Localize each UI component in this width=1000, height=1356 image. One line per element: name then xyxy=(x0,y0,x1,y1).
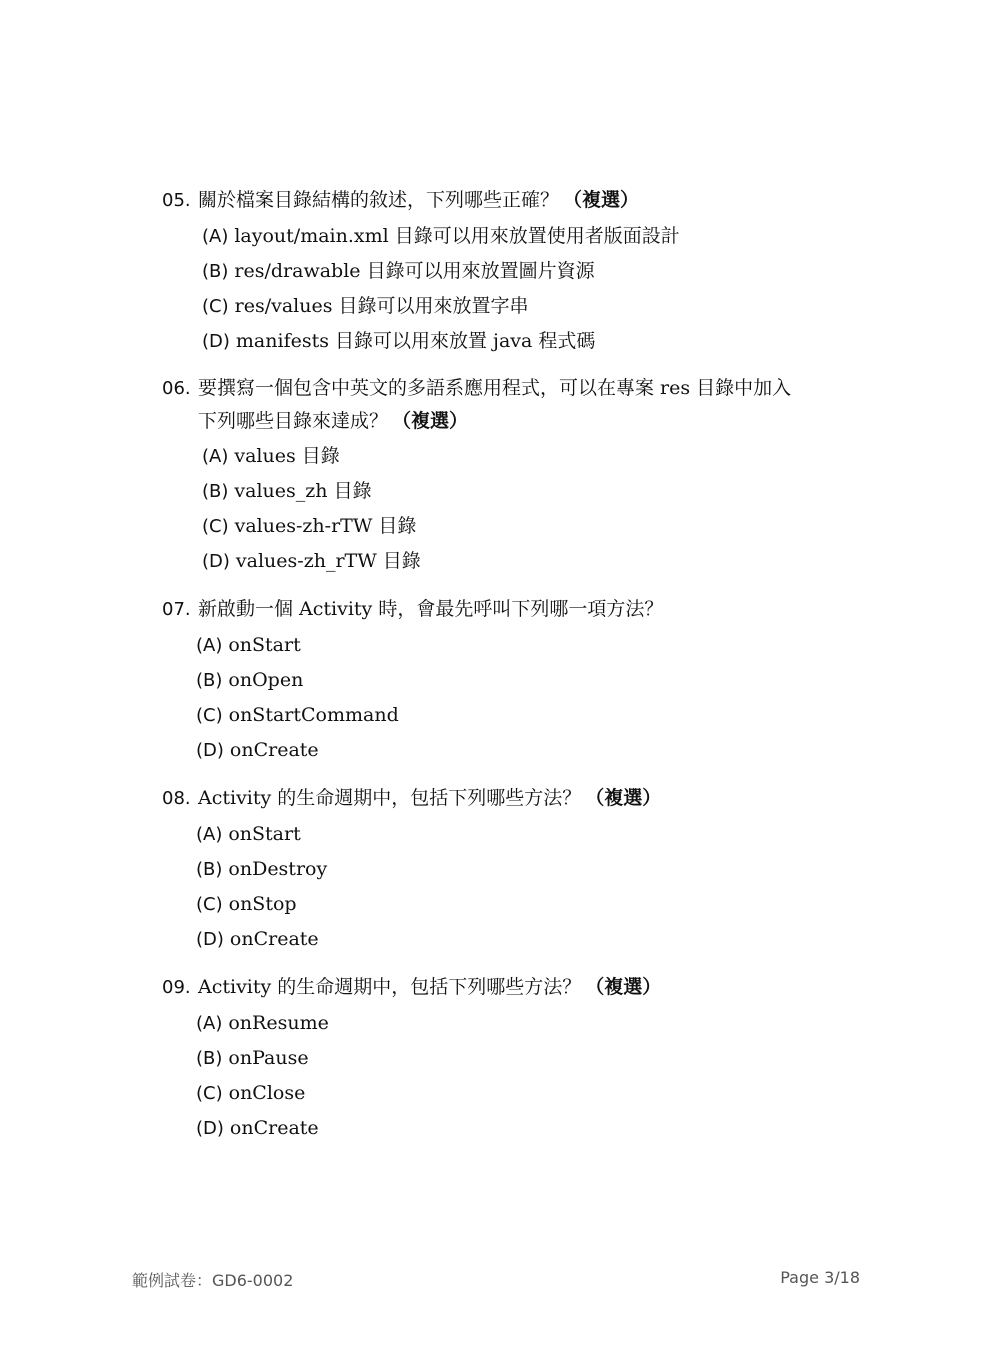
option-c: (C) onClose xyxy=(196,1082,306,1104)
option-c: (C) res/values 目錄可以用來放置字串 xyxy=(202,295,529,317)
question-07 xyxy=(162,593,882,768)
multi-select-tag: （複選） xyxy=(585,976,662,998)
option-a: (A) onStart xyxy=(196,634,301,656)
question-06 xyxy=(162,372,882,579)
option-list xyxy=(162,439,882,579)
exam-id: 範例試卷：GD6-0002 xyxy=(132,1271,294,1290)
question-09 xyxy=(162,971,882,1146)
question-text: Activity 的生命週期中，包括下列哪些方法？ （複選） xyxy=(198,787,662,809)
option-b: (B) onOpen xyxy=(196,669,304,691)
question-number: 06. xyxy=(162,378,191,399)
question-text: 新啟動一個 Activity 時，會最先呼叫下列哪一項方法？ xyxy=(198,598,664,620)
option-d: (D) manifests 目錄可以用來放置 java 程式碼 xyxy=(202,330,596,352)
question-05 xyxy=(162,184,882,359)
option-d: (D) onCreate xyxy=(196,928,319,950)
option-a: (A) onResume xyxy=(196,1012,329,1034)
option-c: (C) onStop xyxy=(196,893,297,915)
option-a: (A) layout/main.xml 目錄可以用來放置使用者版面設計 xyxy=(202,225,680,247)
question-text-continued: 下列哪些目錄來達成？ （複選） xyxy=(198,410,469,432)
option-d: (D) values-zh_rTW 目錄 xyxy=(202,550,421,572)
option-list xyxy=(162,219,882,359)
option-a: (A) onStart xyxy=(196,823,301,845)
question-number: 05. xyxy=(162,190,191,211)
option-list xyxy=(162,1006,882,1146)
multi-select-tag: （複選） xyxy=(392,410,469,432)
question-number: 09. xyxy=(162,977,191,998)
question-text: 關於檔案目錄結構的敘述，下列哪些正確？ （複選） xyxy=(198,189,640,211)
question-08 xyxy=(162,782,882,957)
multi-select-tag: （複選） xyxy=(563,189,640,211)
option-a: (A) values 目錄 xyxy=(202,445,340,467)
option-d: (D) onCreate xyxy=(196,1117,319,1139)
question-number: 07. xyxy=(162,599,191,620)
page-footer xyxy=(132,1268,860,1291)
option-b: (B) values_zh 目錄 xyxy=(202,480,372,502)
question-text: Activity 的生命週期中，包括下列哪些方法？ （複選） xyxy=(198,976,662,998)
question-number: 08. xyxy=(162,788,191,809)
option-b: (B) onDestroy xyxy=(196,858,328,880)
option-list xyxy=(162,628,882,768)
option-b: (B) res/drawable 目錄可以用來放置圖片資源 xyxy=(202,260,595,282)
option-c: (C) onStartCommand xyxy=(196,704,399,726)
option-list xyxy=(162,817,882,957)
option-b: (B) onPause xyxy=(196,1047,309,1069)
option-c: (C) values-zh-rTW 目錄 xyxy=(202,515,417,537)
page-number: Page 3/18 xyxy=(780,1268,860,1287)
question-text: 要撰寫一個包含中英文的多語系應用程式，可以在專案 res 目錄中加入 xyxy=(198,377,792,399)
option-d: (D) onCreate xyxy=(196,739,319,761)
multi-select-tag: （複選） xyxy=(585,787,662,809)
